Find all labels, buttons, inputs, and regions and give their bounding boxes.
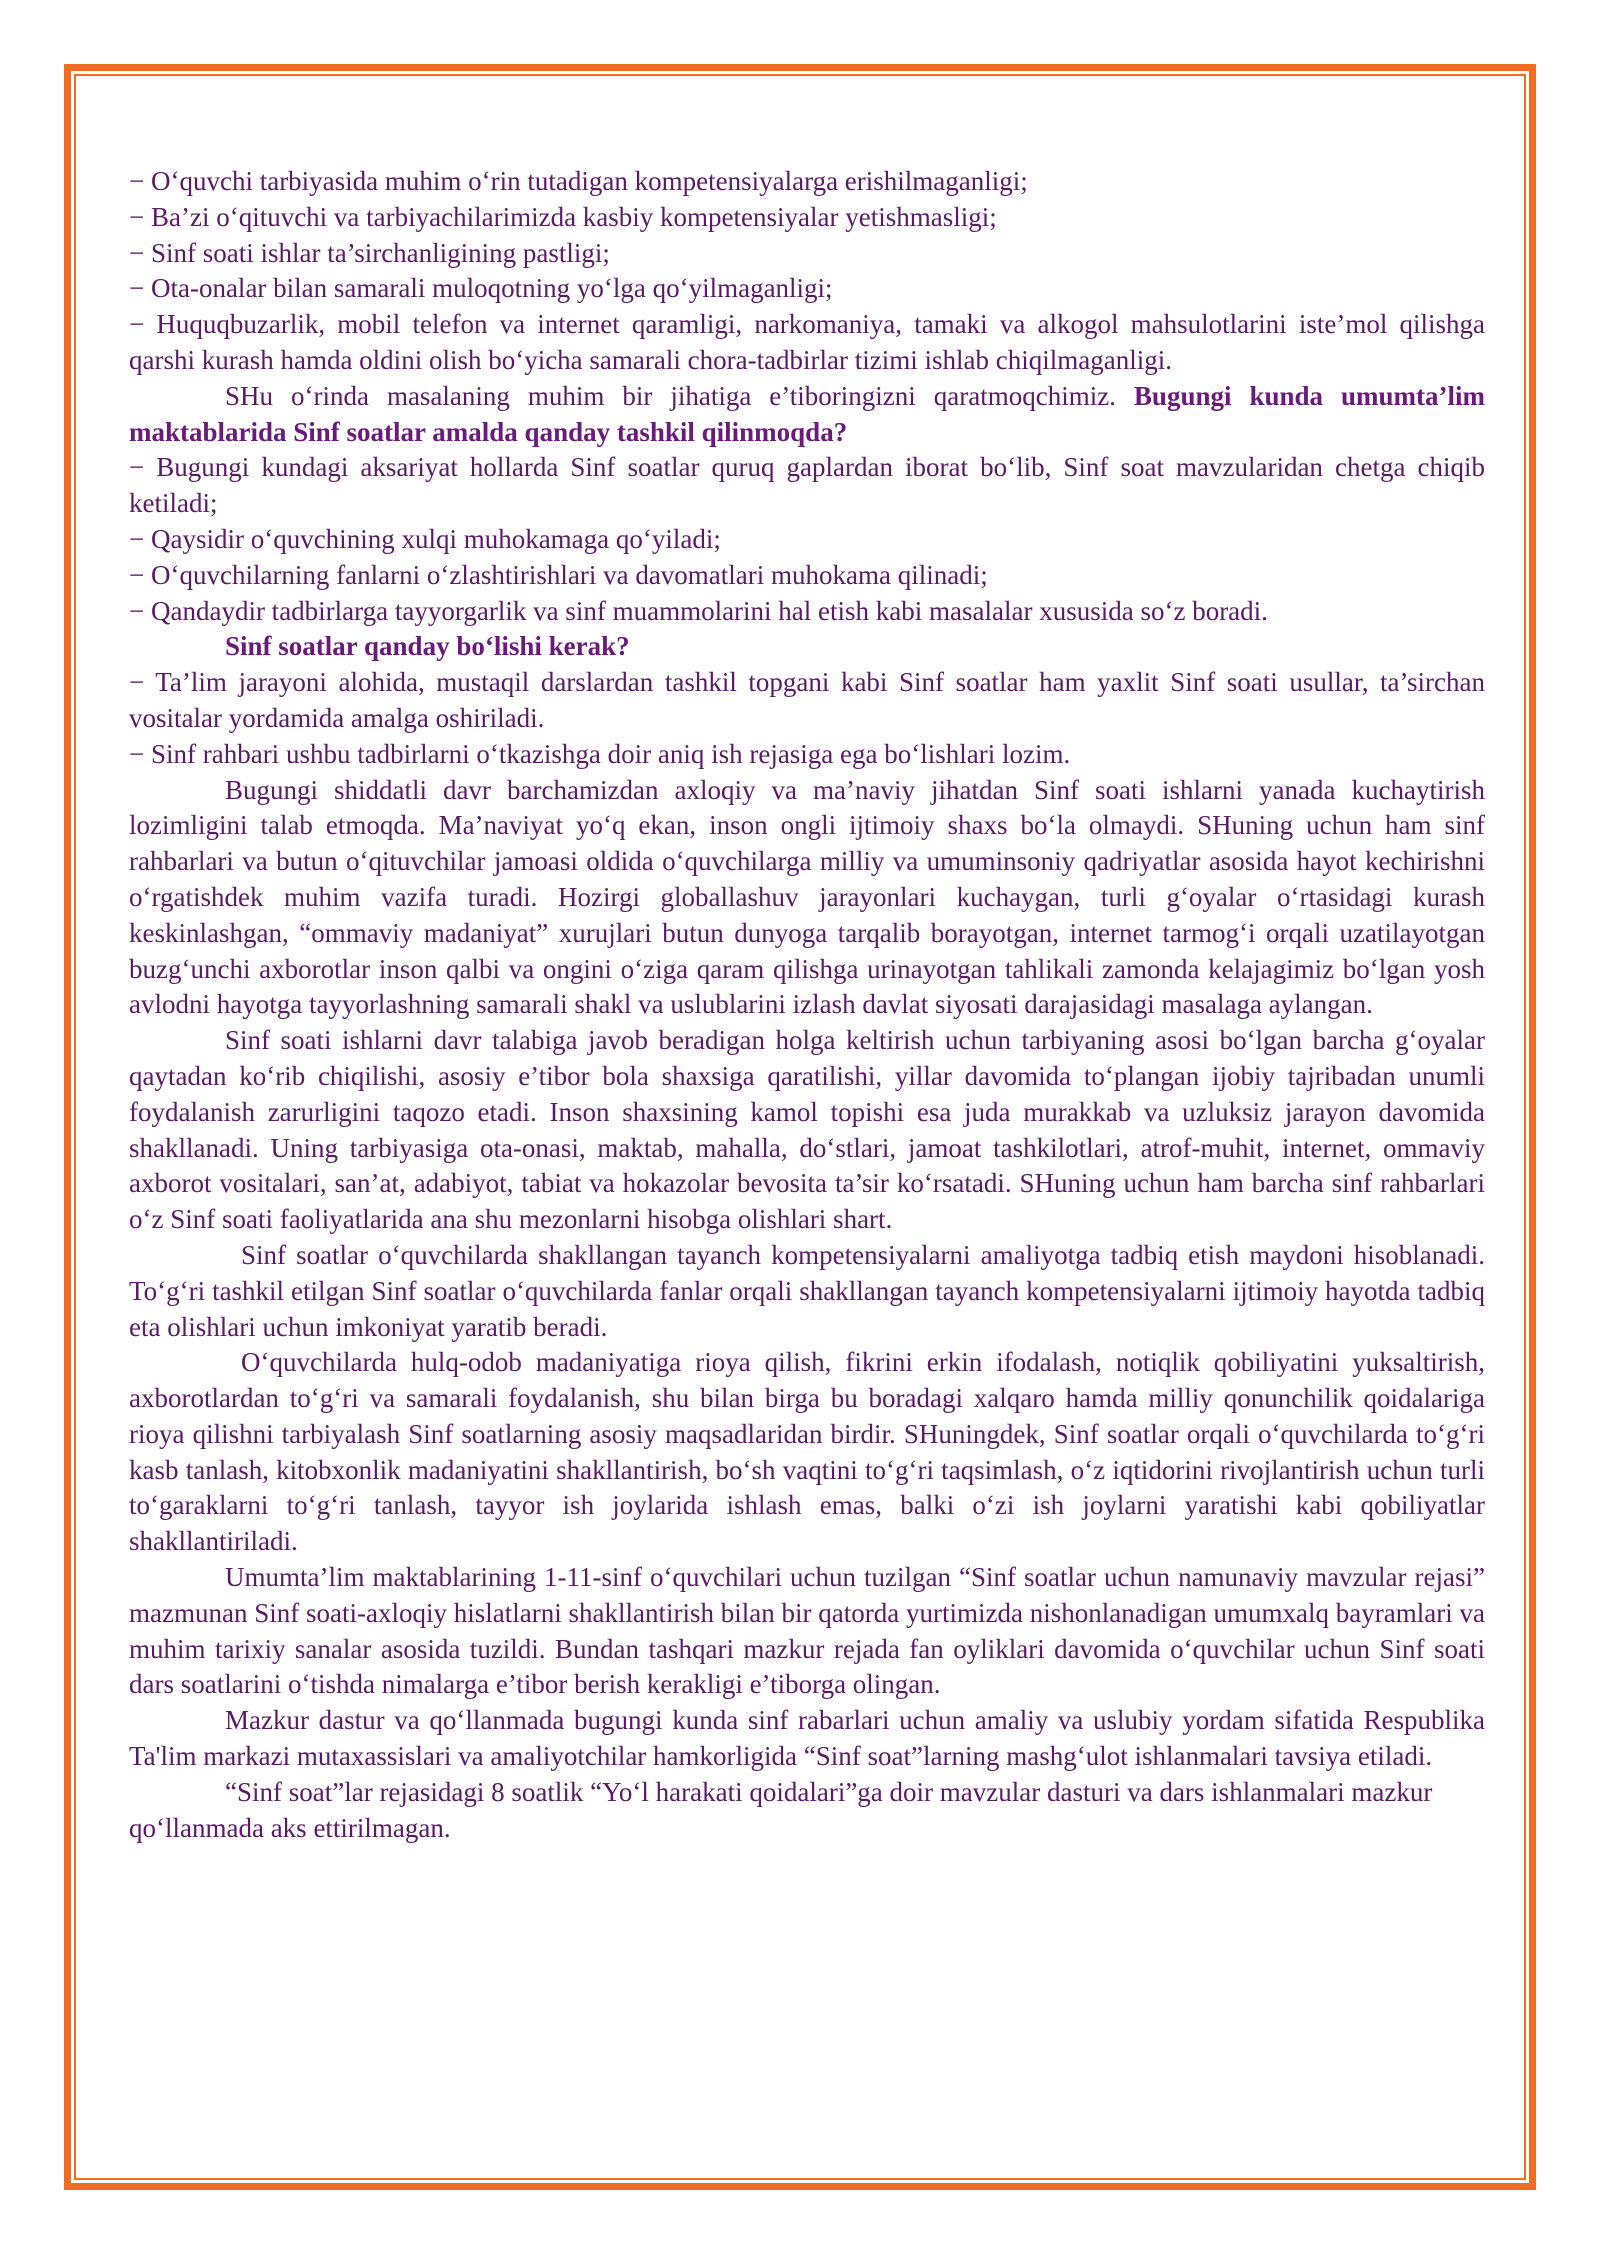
paragraph: Mazkur dastur va qo‘llanmada bugungi kunda sinf rabarlari uchun amaliy va uslubiy yordam sifatida Respublika Ta'lim markazi mutaxassislari va amaliyotchilar hamkorligida “Sinf soat”larning mashg‘ulot ishlanmalari tavsiya etiladi. <box>129 1705 1485 1772</box>
paragraph: O‘quvchilarda hulq-odob madaniyatiga rioya qilish, fikrini erkin ifodalash, notiqlik qobiliyatini yuksaltirish, axborotlardan to‘g‘ri va samarali foydalanish, shu bilan birga bu boradagi xalqaro hamda milliy qonunchilik qoidalariga rioya qilishni tarbiyalash Sinf soatlarning asosiy maqsadlaridan birdir. SHuningdek, Sinf soatlar orqali o‘quvchilarda to‘g‘ri kasb tanlash, kitobxonlik madaniyatini shakllantirish, bo‘sh vaqtini to‘g‘ri taqsimlash, o‘z iqtidorini rivojlantirish uchun turli to‘garaklarni to‘g‘ri tanlash, tayyor ish joylarida ishlash emas, balki o‘zi ish joylarni yaratishi kabi qobiliyatlar shakllantiriladi. <box>129 1347 1485 1557</box>
list-item: − Huquqbuzarlik, mobil telefon va internet qaramligi, narkomaniya, tamaki va alkogol mahsulotlarini iste’mol qilishga qarshi kurash hamda oldini olish bo‘yicha samarali chora-tadbirlar tizimi ishlab chiqilmaganligi. <box>129 309 1485 375</box>
paragraph: Sinf soatlar o‘quvchilarda shakllangan tayanch kompetensiyalarni amaliyotga tadbiq etish maydoni hisoblanadi. To‘g‘ri tashkil etilgan Sinf soatlar o‘quvchilarda fanlar orqali shakllangan tayanch kompetensiyalarni ijtimoiy hayotda tadbiq eta olishlari uchun imkoniyat yaratib beradi. <box>129 1239 1485 1342</box>
list-item: − O‘quvchi tarbiyasida muhim o‘rin tutadigan kompetensiyalarga erishilmaganligi; <box>129 166 1028 196</box>
paragraph: “Sinf soat”lar rejasidagi 8 soatlik “Yo‘l harakati qoidalari”ga doir mavzular dasturi va dars ishlanmalari mazkur qo‘llanmada aks ettirilmagan. <box>129 1776 1433 1843</box>
bold-question: Bugungi kunda umumta’lim maktablarida Sinf soatlar amalda qanday tashkil qilinmoqda? <box>129 380 1485 447</box>
list-item: − O‘quvchilarning fanlarni o‘zlashtirishlari va davomatlari muhokama qilinadi; <box>129 559 988 590</box>
paragraph: Sinf soati ishlarni davr talabiga javob beradigan holga keltirish uchun tarbiyaning asosi bo‘lgan barcha g‘oyalar qaytadan ko‘rib chiqilishi, asosiy e’tibor bola shaxsiga qaratilishi, yillar davomida to‘plangan ijobiy tajribadan unumli foydalanish zarurligini taqozo etadi. Inson shaxsining kamol topishi esa juda murakkab va uzluksiz jarayon davomida shakllanadi. Uning tarbiyasiga ota-onasi, maktab, mahalla, do‘stlari, jamoat tashkilotlari, atrof-muhit, internet, ommaviy axborot vositalari, san’at, adabiyot, tabiat va hokazolar bevosita ta’sir ko‘rsatadi. SHuning uchun ham barcha sinf rahbarlari o‘z Sinf soati faoliyatlarida ana shu mezonlarni hisobga olishlari shart. <box>129 1025 1485 1235</box>
list-item: − Ta’lim jarayoni alohida, mustaqil darslardan tashkil topgani kabi Sinf soatlar ham yaxlit Sinf soati usullar, ta’sirchan vositalar yordamida amalga oshiriladi. <box>129 667 1485 733</box>
list-item: − Ota-onalar bilan samarali muloqotning yo‘lga qo‘yilmaganligi; <box>129 273 833 304</box>
list-item: − Sinf rahbari ushbu tadbirlarni o‘tkazishga doir aniq ish rejasiga ega bo‘lishlari lozim. <box>129 738 1071 769</box>
paragraph: Bugungi shiddatli davr barchamizdan axloqiy va ma’naviy jihatdan Sinf soati ishlarni yanada kuchaytirish lozimligini talab etmoqda. Ma’naviyat yo‘q ekan, inson ongli ijtimoiy shaxs bo‘la olmaydi. SHuning uchun ham sinf rahbarlari va butun o‘qituvchilar jamoasi oldida o‘quvchilarga milliy va umuminsoniy qadriyatlar asosida hayot kechirishni o‘rgatishdek muhim vazifa turadi. Hozirgi globallashuv jarayonlari kuchaygan, turli g‘oyalar o‘rtasidagi kurash keskinlashgan, “ommaviy madaniyat” xurujlari butun dunyoga tarqalib borayotgan, internet tarmog‘i orqali uzatilayotgan buzg‘unchi axborotlar inson qalbi va ongini o‘ziga qaram qilishga urinayotgan tahlikali zamonda kelajagimiz bo‘lgan yosh avlodni hayotga tayyorlashning samarali shakl va uslublarini izlash davlat siyosati darajasidagi masalaga aylangan. <box>129 774 1485 1020</box>
document-body <box>129 164 1485 1846</box>
list-item: − Bugungi kundagi aksariyat hollarda Sinf soatlar quruq gaplardan iborat bo‘lib, Sinf soat mavzularidan chetga chiqib ketiladi; <box>129 452 1485 519</box>
paragraph: Umumta’lim maktablarining 1-11-sinf o‘quvchilari uchun tuzilgan “Sinf soatlar uchun namunaviy mavzular rejasi” mazmunan Sinf soati-axloqiy hislatlarni shakllantirish bilan bir qatorda yurtimizda nishonlanadigan umumxalq bayramlari va muhim tarixiy sanalar asosida tuzildi. Bundan tashqari mazkur rejada fan oyliklari davomida o‘quvchilar uchun Sinf soati dars soatlarini o‘tishda nimalarga e’tibor berish kerakligi e’tiborga olingan. <box>129 1562 1485 1700</box>
list-item: − Ba’zi o‘qituvchi va tarbiyachilarimizda kasbiy kompetensiyalar yetishmasligi; <box>129 201 997 232</box>
list-item: − Sinf soati ishlar ta’sirchanligining pastligi; <box>129 237 610 268</box>
list-item: − Qandaydir tadbirlarga tayyorgarlik va sinf muammolarini hal etish kabi masalalar xususida so‘z boradi. <box>129 595 1268 626</box>
list-item: − Qaysidir o‘quvchining xulqi muhokamaga qo‘yiladi; <box>129 523 721 554</box>
section-heading: Sinf soatlar qanday bo‘lishi kerak? <box>225 631 630 662</box>
paragraph-text: SHu o‘rinda masalaning muhim bir jihatiga e’tiboringizni qaratmoqchimiz. <box>225 380 1116 411</box>
paragraph-with-question <box>129 379 1485 451</box>
